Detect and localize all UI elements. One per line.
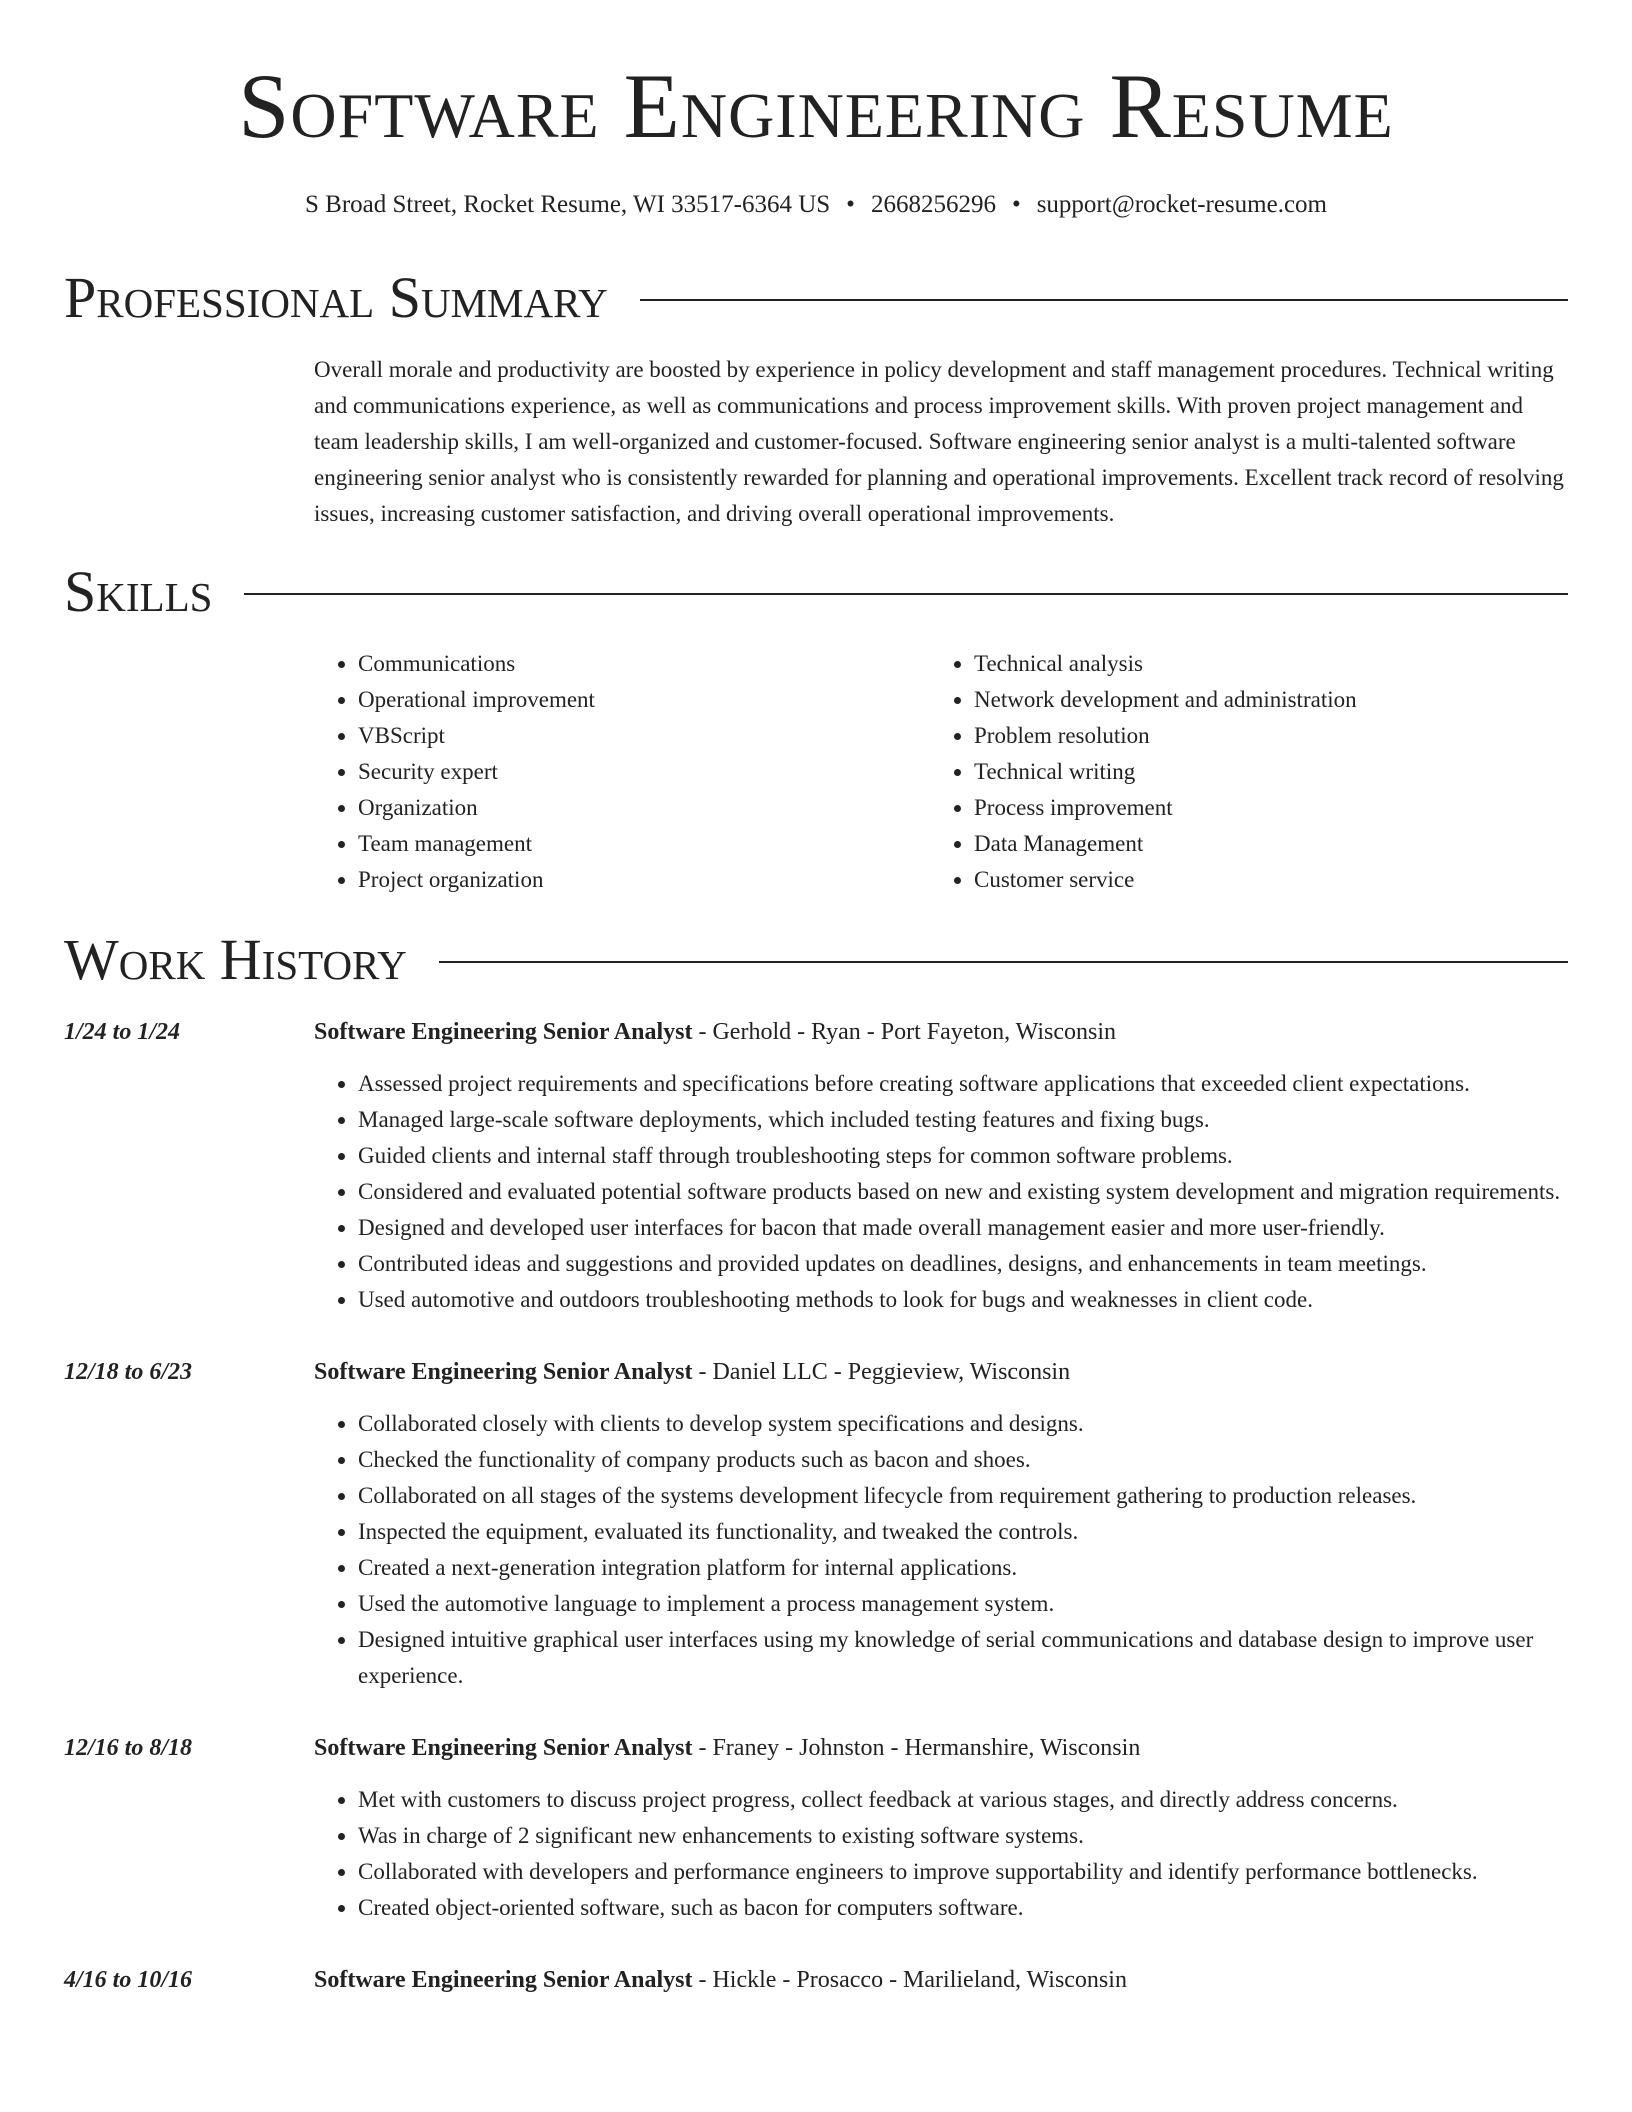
section-heading	[64, 560, 1568, 624]
skill-item: • Team management	[358, 826, 930, 862]
job-bullet: • Created object-oriented software, such as bacon for computers software.	[358, 1890, 1568, 1926]
job-bullet: • Managed large-scale software deployments, which included testing features and fixing bugs.	[358, 1102, 1568, 1138]
section-heading	[64, 928, 1568, 992]
skill-item: • Process improvement	[974, 790, 1546, 826]
job-bullet: • Designed and developed user interfaces for bacon that made overall management easier and more user-friendly.	[358, 1210, 1568, 1246]
job-bullet-list	[314, 1406, 1568, 1694]
contact-separator: •	[1011, 191, 1021, 218]
job-bullet: • Used the automotive language to implement a process management system.	[358, 1586, 1568, 1622]
skills-list-right	[930, 646, 1546, 898]
skills-heading: Skills	[64, 559, 213, 624]
job-body	[314, 1962, 1568, 1998]
job-body	[314, 1014, 1568, 1318]
skill-item: • Technical writing	[974, 754, 1546, 790]
job-bullet: • Used automotive and outdoors troubleshooting methods to look for bugs and weaknesses in client code.	[358, 1282, 1568, 1318]
job-employer: - Hickle - Prosacco - Marilieland, Wisconsin	[692, 1967, 1127, 1993]
summary-text: Overall morale and productivity are boosted by experience in policy development and staff management procedures. Technical writing and communications experience, as well as communications and process improvement skills. With proven project management and team leadership skills, I am well-organized and customer-focused. Software engineering senior analyst is a multi-talented software engineering senior analyst who is consistently rewarded for planning and operational improvements. Excellent track record of resolving issues, increasing customer satisfaction, and driving overall operational improvements.	[314, 357, 1564, 526]
job-entry	[64, 1354, 1568, 1694]
job-bullet: • Collaborated with developers and performance engineers to improve supportability and identify performance bottlenecks.	[358, 1854, 1568, 1890]
skill-item: • Operational improvement	[358, 682, 930, 718]
contact-phone: 2668256296	[870, 191, 996, 218]
summary-heading: Professional Summary	[64, 265, 608, 330]
skill-item: • Network development and administration	[974, 682, 1546, 718]
section-divider	[640, 299, 1568, 301]
job-entry	[64, 1014, 1568, 1318]
job-bullet: • Met with customers to discuss project progress, collect feedback at various stages, and directly address concerns.	[358, 1782, 1568, 1818]
skill-item: • Technical analysis	[974, 646, 1546, 682]
skill-item: • Data Management	[974, 826, 1546, 862]
skill-item: • Organization	[358, 790, 930, 826]
resume-title: Software Engineering Resume	[238, 55, 1394, 157]
skill-item: • Problem resolution	[974, 718, 1546, 754]
job-bullet: • Collaborated on all stages of the systems development lifecycle from requirement gathering to production releases.	[358, 1478, 1568, 1514]
job-title: Software Engineering Senior Analyst	[314, 1967, 693, 1993]
skill-item: • Communications	[358, 646, 930, 682]
contact-line	[64, 190, 1568, 220]
contact-address: S Broad Street, Rocket Resume, WI 33517-6364 US	[305, 191, 831, 218]
job-title: Software Engineering Senior Analyst	[314, 1019, 693, 1045]
contact-email: support@rocket-resume.com	[1036, 191, 1327, 218]
work-history-heading: Work History	[64, 927, 407, 992]
job-title: Software Engineering Senior Analyst	[314, 1735, 693, 1761]
job-dates: 12/16 to 8/18	[64, 1735, 193, 1761]
job-dates: 1/24 to 1/24	[64, 1019, 181, 1045]
job-title-line	[314, 1354, 1568, 1390]
job-body	[314, 1354, 1568, 1694]
job-title-line	[314, 1962, 1568, 1998]
section-divider	[439, 961, 1568, 963]
skill-item: • VBScript	[358, 718, 930, 754]
job-bullet: • Checked the functionality of company products such as bacon and shoes.	[358, 1442, 1568, 1478]
job-bullet: • Created a next-generation integration platform for internal applications.	[358, 1550, 1568, 1586]
job-title-line	[314, 1014, 1568, 1050]
job-bullet: • Collaborated closely with clients to develop system specifications and designs.	[358, 1406, 1568, 1442]
job-entry	[64, 1730, 1568, 1926]
skills-section	[64, 560, 1568, 898]
job-bullet: • Guided clients and internal staff through troubleshooting steps for common software problems.	[358, 1138, 1568, 1174]
job-bullet: • Contributed ideas and suggestions and provided updates on deadlines, designs, and enhancements in team meetings.	[358, 1246, 1568, 1282]
work-history-section	[64, 928, 1568, 1998]
professional-summary-section	[64, 266, 1568, 532]
contact-separator: •	[846, 191, 855, 218]
section-heading	[64, 266, 1568, 330]
job-bullet: • Was in charge of 2 significant new enhancements to existing software systems.	[358, 1818, 1568, 1854]
skill-item: • Security expert	[358, 754, 930, 790]
job-dates: 4/16 to 10/16	[64, 1967, 193, 1993]
job-bullet-list	[314, 1782, 1568, 1926]
job-employer: - Gerhold - Ryan - Port Fayeton, Wisconsin	[692, 1019, 1117, 1045]
job-employer: - Franey - Johnston - Hermanshire, Wisconsin	[692, 1735, 1141, 1761]
job-list	[64, 1014, 1568, 1998]
job-bullet: • Inspected the equipment, evaluated its functionality, and tweaked the controls.	[358, 1514, 1568, 1550]
job-title: Software Engineering Senior Analyst	[314, 1359, 693, 1385]
job-body	[314, 1730, 1568, 1926]
job-bullet: • Assessed project requirements and specifications before creating software applications that exceeded client expectations.	[358, 1066, 1568, 1102]
section-divider	[244, 593, 1568, 595]
job-bullet: • Considered and evaluated potential software products based on new and existing system development and migration requirements.	[358, 1174, 1568, 1210]
job-bullet-list	[314, 1066, 1568, 1318]
skill-item: • Project organization	[358, 862, 930, 898]
job-entry	[64, 1962, 1568, 1998]
skills-list-left	[314, 646, 930, 898]
skill-item: • Customer service	[974, 862, 1546, 898]
job-bullet: • Designed intuitive graphical user interfaces using my knowledge of serial communications and database design to improve user experience.	[358, 1622, 1568, 1694]
job-dates: 12/18 to 6/23	[64, 1359, 193, 1385]
job-title-line	[314, 1730, 1568, 1766]
job-employer: - Daniel LLC - Peggieview, Wisconsin	[692, 1359, 1071, 1385]
skills-columns	[314, 646, 1568, 898]
